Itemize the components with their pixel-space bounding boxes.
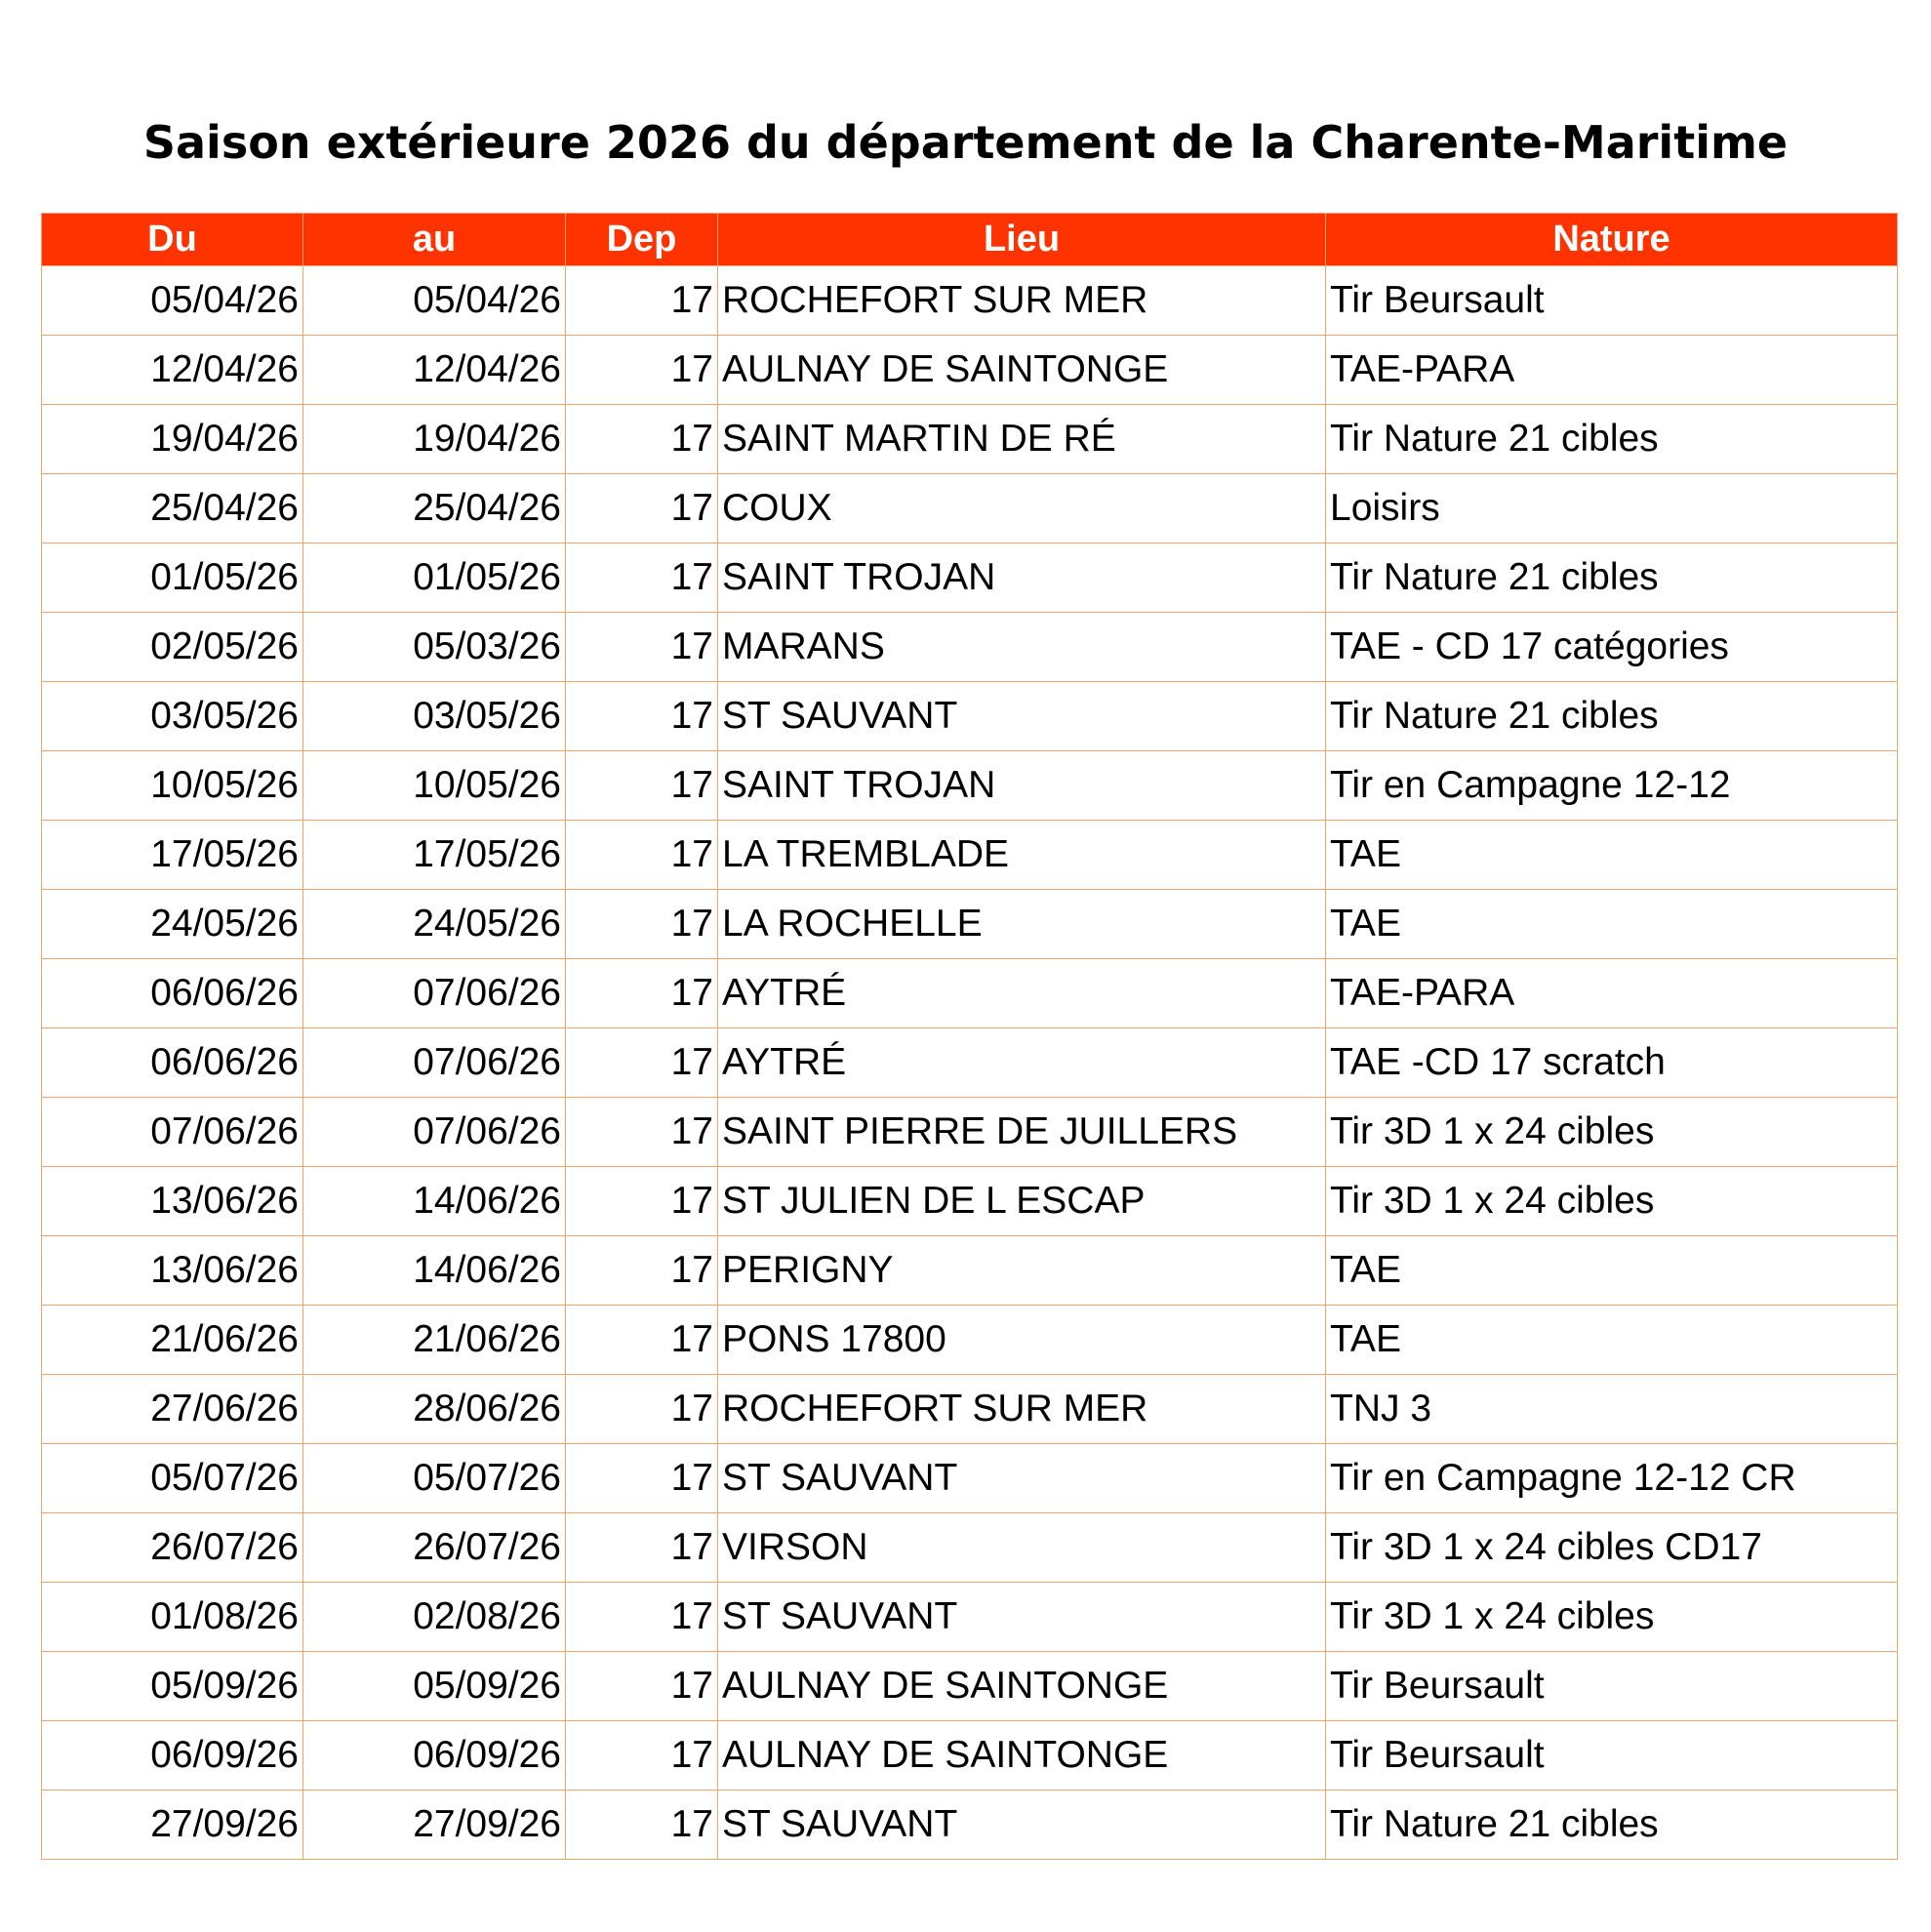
cell-du: 06/06/26	[42, 1028, 303, 1098]
cell-du: 06/06/26	[42, 959, 303, 1028]
cell-au: 05/03/26	[303, 613, 566, 682]
cell-du: 27/09/26	[42, 1791, 303, 1860]
cell-lieu: ST SAUVANT	[718, 682, 1326, 751]
cell-dep: 17	[566, 751, 718, 821]
cell-dep: 17	[566, 682, 718, 751]
cell-du: 26/07/26	[42, 1513, 303, 1583]
cell-nature: Tir Beursault	[1326, 266, 1898, 336]
cell-nature: Tir Nature 21 cibles	[1326, 682, 1898, 751]
cell-dep: 17	[566, 405, 718, 474]
cell-nature: Tir en Campagne 12-12	[1326, 751, 1898, 821]
cell-du: 21/06/26	[42, 1306, 303, 1375]
table-row	[42, 543, 1898, 613]
cell-nature: Tir 3D 1 x 24 cibles	[1326, 1098, 1898, 1167]
cell-du: 05/09/26	[42, 1652, 303, 1721]
cell-lieu: AYTRÉ	[718, 959, 1326, 1028]
cell-du: 01/05/26	[42, 543, 303, 613]
cell-au: 24/05/26	[303, 890, 566, 959]
table-row	[42, 751, 1898, 821]
cell-dep: 17	[566, 1791, 718, 1860]
cell-nature: TAE	[1326, 1236, 1898, 1306]
cell-dep: 17	[566, 1028, 718, 1098]
cell-lieu: LA ROCHELLE	[718, 890, 1326, 959]
cell-du: 06/09/26	[42, 1721, 303, 1791]
cell-au: 07/06/26	[303, 959, 566, 1028]
cell-au: 10/05/26	[303, 751, 566, 821]
cell-nature: TAE	[1326, 890, 1898, 959]
cell-au: 21/06/26	[303, 1306, 566, 1375]
cell-au: 05/07/26	[303, 1444, 566, 1513]
table-row	[42, 266, 1898, 336]
cell-au: 02/08/26	[303, 1583, 566, 1652]
cell-au: 03/05/26	[303, 682, 566, 751]
cell-nature: Tir Nature 21 cibles	[1326, 543, 1898, 613]
cell-dep: 17	[566, 1721, 718, 1791]
cell-au: 27/09/26	[303, 1791, 566, 1860]
cell-du: 13/06/26	[42, 1236, 303, 1306]
cell-nature: Tir Nature 21 cibles	[1326, 1791, 1898, 1860]
cell-dep: 17	[566, 821, 718, 890]
table-header-row	[42, 214, 1898, 266]
table-row	[42, 1444, 1898, 1513]
cell-lieu: PERIGNY	[718, 1236, 1326, 1306]
cell-du: 25/04/26	[42, 474, 303, 543]
cell-dep: 17	[566, 1444, 718, 1513]
cell-nature: Tir 3D 1 x 24 cibles CD17	[1326, 1513, 1898, 1583]
cell-dep: 17	[566, 1306, 718, 1375]
cell-dep: 17	[566, 543, 718, 613]
cell-du: 19/04/26	[42, 405, 303, 474]
cell-nature: Tir Beursault	[1326, 1721, 1898, 1791]
cell-dep: 17	[566, 1167, 718, 1236]
column-header-du: Du	[42, 214, 303, 266]
cell-nature: Tir Nature 21 cibles	[1326, 405, 1898, 474]
cell-nature: Tir 3D 1 x 24 cibles	[1326, 1583, 1898, 1652]
table-row	[42, 336, 1898, 405]
table-row	[42, 474, 1898, 543]
table-body	[42, 266, 1898, 1860]
cell-lieu: LA TREMBLADE	[718, 821, 1326, 890]
cell-nature: TAE	[1326, 1306, 1898, 1375]
column-header-dep: Dep	[566, 214, 718, 266]
cell-du: 13/06/26	[42, 1167, 303, 1236]
cell-au: 19/04/26	[303, 405, 566, 474]
column-header-nature: Nature	[1326, 214, 1898, 266]
cell-nature: TAE -CD 17 scratch	[1326, 1028, 1898, 1098]
page-title: Saison extérieure 2026 du département de la Charente-Maritime	[142, 115, 1789, 169]
cell-au: 01/05/26	[303, 543, 566, 613]
cell-lieu: VIRSON	[718, 1513, 1326, 1583]
cell-dep: 17	[566, 890, 718, 959]
cell-lieu: AULNAY DE SAINTONGE	[718, 336, 1326, 405]
cell-dep: 17	[566, 1375, 718, 1444]
cell-dep: 17	[566, 1583, 718, 1652]
cell-dep: 17	[566, 474, 718, 543]
schedule-table	[41, 213, 1898, 1860]
cell-nature: TNJ 3	[1326, 1375, 1898, 1444]
cell-dep: 17	[566, 959, 718, 1028]
table-row	[42, 1028, 1898, 1098]
table-row	[42, 613, 1898, 682]
cell-nature: TAE-PARA	[1326, 959, 1898, 1028]
cell-dep: 17	[566, 1652, 718, 1721]
cell-au: 07/06/26	[303, 1028, 566, 1098]
cell-dep: 17	[566, 336, 718, 405]
table-row	[42, 1791, 1898, 1860]
cell-lieu: AULNAY DE SAINTONGE	[718, 1652, 1326, 1721]
cell-au: 14/06/26	[303, 1167, 566, 1236]
table-row	[42, 821, 1898, 890]
cell-nature: TAE-PARA	[1326, 336, 1898, 405]
cell-au: 07/06/26	[303, 1098, 566, 1167]
cell-dep: 17	[566, 1513, 718, 1583]
table-row	[42, 1098, 1898, 1167]
table-row	[42, 1236, 1898, 1306]
cell-lieu: COUX	[718, 474, 1326, 543]
table-row	[42, 1721, 1898, 1791]
cell-du: 12/04/26	[42, 336, 303, 405]
column-header-au: au	[303, 214, 566, 266]
cell-lieu: PONS 17800	[718, 1306, 1326, 1375]
table-row	[42, 405, 1898, 474]
cell-lieu: SAINT PIERRE DE JUILLERS	[718, 1098, 1326, 1167]
cell-au: 17/05/26	[303, 821, 566, 890]
cell-lieu: ST SAUVANT	[718, 1583, 1326, 1652]
table-row	[42, 1306, 1898, 1375]
cell-du: 27/06/26	[42, 1375, 303, 1444]
cell-au: 12/04/26	[303, 336, 566, 405]
table-row	[42, 1167, 1898, 1236]
table-row	[42, 1513, 1898, 1583]
cell-lieu: ROCHEFORT SUR MER	[718, 1375, 1326, 1444]
cell-du: 05/04/26	[42, 266, 303, 336]
cell-dep: 17	[566, 613, 718, 682]
column-header-lieu: Lieu	[718, 214, 1326, 266]
cell-lieu: SAINT MARTIN DE RÉ	[718, 405, 1326, 474]
cell-nature: Tir en Campagne 12-12 CR	[1326, 1444, 1898, 1513]
cell-dep: 17	[566, 266, 718, 336]
cell-lieu: SAINT TROJAN	[718, 543, 1326, 613]
cell-au: 25/04/26	[303, 474, 566, 543]
table-row	[42, 959, 1898, 1028]
cell-du: 24/05/26	[42, 890, 303, 959]
cell-du: 01/08/26	[42, 1583, 303, 1652]
cell-dep: 17	[566, 1098, 718, 1167]
cell-du: 10/05/26	[42, 751, 303, 821]
cell-lieu: ST JULIEN DE L ESCAP	[718, 1167, 1326, 1236]
cell-lieu: MARANS	[718, 613, 1326, 682]
cell-au: 06/09/26	[303, 1721, 566, 1791]
cell-lieu: ROCHEFORT SUR MER	[718, 266, 1326, 336]
cell-nature: TAE	[1326, 821, 1898, 890]
cell-nature: Tir Beursault	[1326, 1652, 1898, 1721]
cell-nature: TAE - CD 17 catégories	[1326, 613, 1898, 682]
cell-au: 05/09/26	[303, 1652, 566, 1721]
table-row	[42, 682, 1898, 751]
cell-du: 07/06/26	[42, 1098, 303, 1167]
cell-nature: Tir 3D 1 x 24 cibles	[1326, 1167, 1898, 1236]
cell-lieu: AYTRÉ	[718, 1028, 1326, 1098]
cell-au: 14/06/26	[303, 1236, 566, 1306]
table-row	[42, 1375, 1898, 1444]
cell-du: 03/05/26	[42, 682, 303, 751]
cell-nature: Loisirs	[1326, 474, 1898, 543]
table-row	[42, 1652, 1898, 1721]
cell-au: 05/04/26	[303, 266, 566, 336]
cell-du: 17/05/26	[42, 821, 303, 890]
cell-au: 26/07/26	[303, 1513, 566, 1583]
cell-lieu: ST SAUVANT	[718, 1791, 1326, 1860]
cell-lieu: AULNAY DE SAINTONGE	[718, 1721, 1326, 1791]
cell-lieu: ST SAUVANT	[718, 1444, 1326, 1513]
cell-du: 05/07/26	[42, 1444, 303, 1513]
cell-du: 02/05/26	[42, 613, 303, 682]
cell-dep: 17	[566, 1236, 718, 1306]
table-row	[42, 890, 1898, 959]
cell-lieu: SAINT TROJAN	[718, 751, 1326, 821]
cell-au: 28/06/26	[303, 1375, 566, 1444]
table-row	[42, 1583, 1898, 1652]
